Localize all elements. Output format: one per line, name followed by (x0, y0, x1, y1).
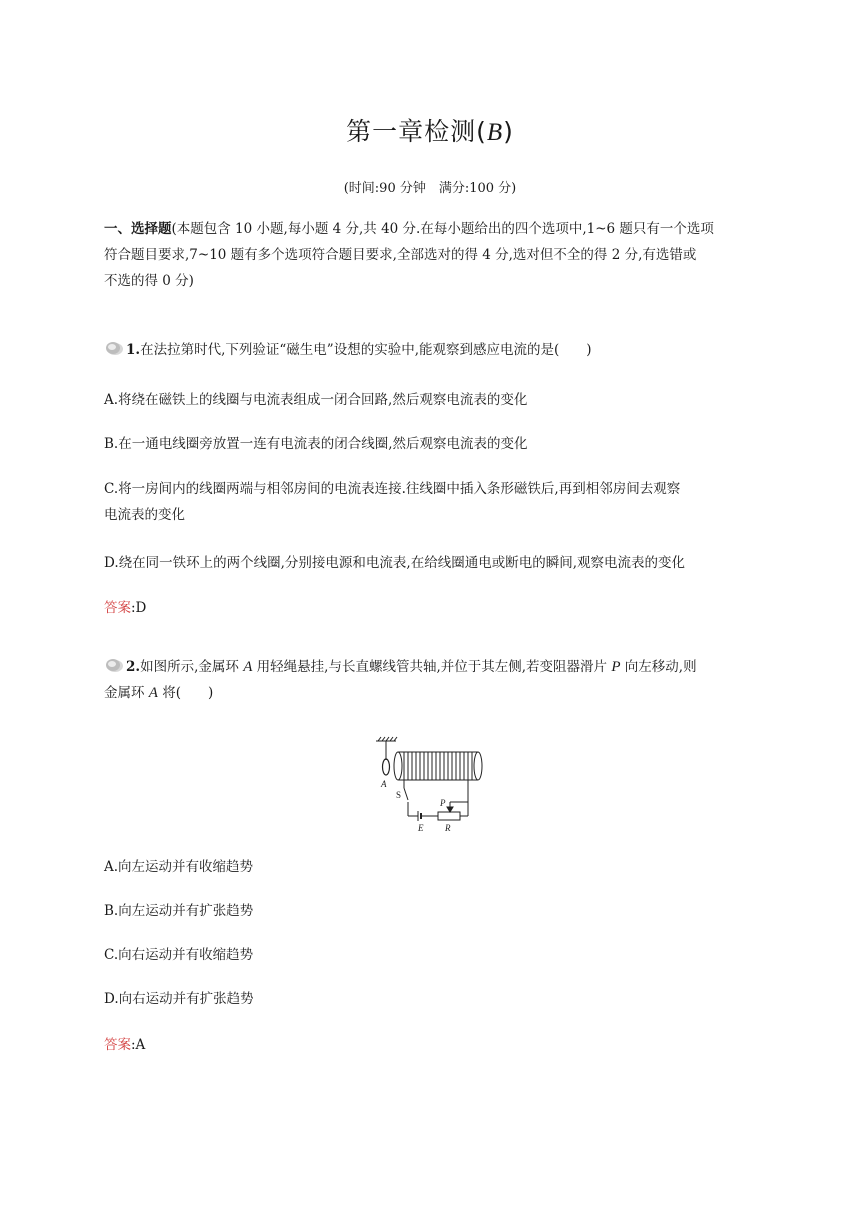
section-text-line-1: (本题包含 10 小题,每小题 4 分,共 40 分.在每小题给出的四个选项中,1~6 题只有一个选项 (171, 221, 714, 237)
page-title: 第一章检测(B) (346, 117, 514, 146)
question-1-option-c: C.将一房间内的线圈两端与相邻房间的电流表连接.往线圈中插入条形磁铁后,再到相邻房间去观察 电流表的变化 (104, 481, 681, 523)
question-2-stem: 2.如图所示,金属环 A 用轻绳悬挂,与长直螺线管共轴,并位于其左侧,若变阻器滑片 P 向左移动,则 金属环 A 将( ) (104, 659, 697, 701)
metal-ring-shape (383, 759, 390, 775)
question-1-answer: 答案:D (104, 600, 147, 616)
question-1-option-b: B.在一通电线圈旁放置一连有电流表的闭合线圈,然后观察电流表的变化 (104, 436, 528, 452)
question-2-option-c: C.向右运动并有收缩趋势 (104, 947, 254, 963)
question-2-option-a: A.向左运动并有收缩趋势 (104, 859, 254, 875)
figure-label-e: E (418, 823, 424, 833)
figure-label-p: P (440, 798, 446, 808)
question-1-stem: 1.在法拉第时代,下列验证“磁生电”设想的实验中,能观察到感应电流的是( ) (104, 337, 758, 363)
ceiling-support-icon (376, 737, 397, 760)
section-lead: 一、选择题 (104, 221, 172, 237)
solenoid-circuit-figure (368, 736, 488, 836)
section-instructions (104, 216, 758, 294)
section-text-line-3: 不选的得 0 分) (104, 273, 194, 289)
question-bullet-icon (104, 657, 124, 673)
exam-time-score: (时间:90 分钟 满分:100 分) (343, 181, 517, 196)
figure-label-a: A (381, 779, 387, 789)
circuit-wires (404, 780, 472, 821)
question-1-option-d: D.绕在同一铁环上的两个线圈,分别接电源和电流表,在给线圈通电或断电的瞬间,观察电流表的变化 (104, 555, 686, 571)
question-2-option-d: D.向右运动并有扩张趋势 (104, 991, 254, 1007)
question-bullet-icon (104, 340, 124, 356)
question-1-option-a: A.将绕在磁铁上的线圈与电流表组成一闭合回路,然后观察电流表的变化 (104, 392, 528, 408)
solenoid-icon (394, 752, 482, 780)
question-2-option-b: B.向左运动并有扩张趋势 (104, 903, 254, 919)
figure-label-r: R (445, 823, 451, 833)
section-text-line-2: 符合题目要求,7~10 题有多个选项符合题目要求,全部选对的得 4 分,选对但不全的得 2 分,有选错或 (104, 247, 697, 263)
figure-label-s: S (396, 790, 402, 800)
question-2-answer: 答案:A (104, 1037, 146, 1053)
